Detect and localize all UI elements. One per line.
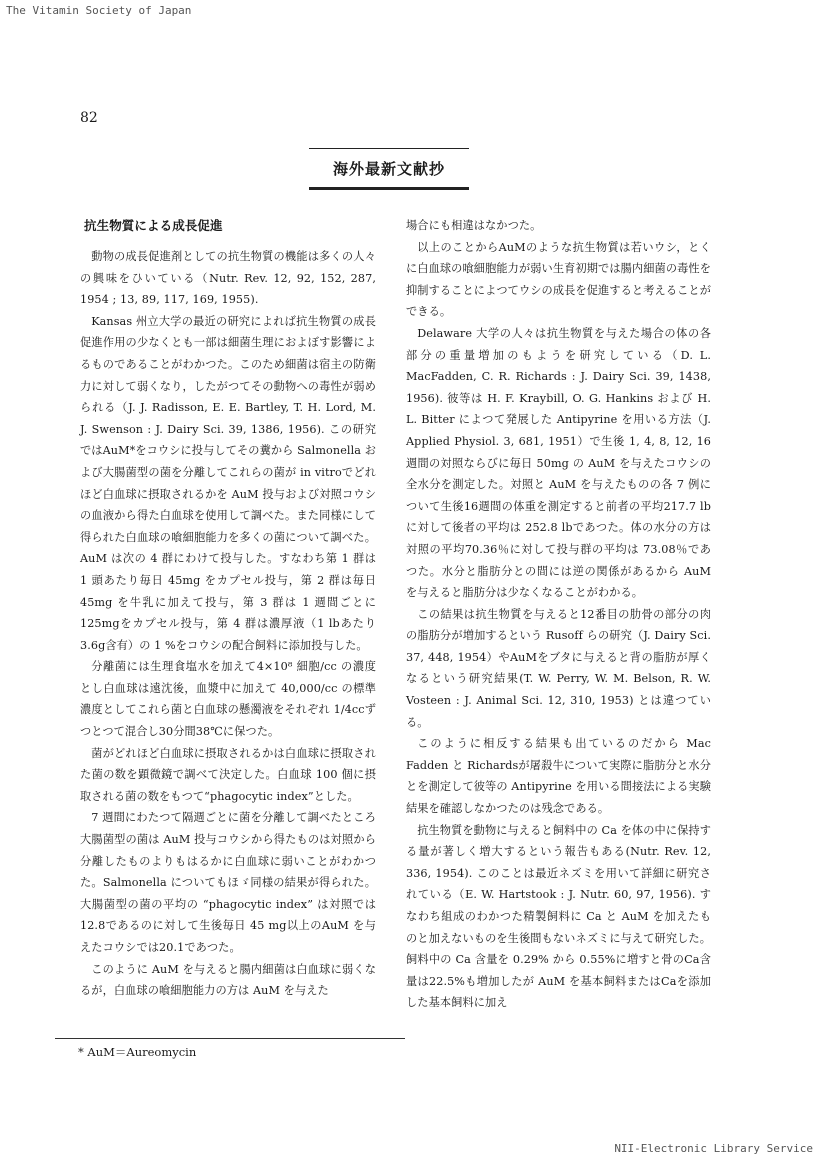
paragraph: 分離菌には生理食塩水を加えて4×10⁸ 細胞/cc の濃度とし白血球は遠沈後，血漿中に加えて 40,000/cc の標準濃度としてこれら菌と白血球の懸濁液をそれぞれ 1/4ccずつとつて混合し30分間38℃に保つた。 — [80, 660, 376, 739]
paragraph: Kansas 州立大学の最近の研究によれば抗生物質の成長促進作用の少なくとも一部は細菌生理におよぼす影響によるものであることがわかつた。このため細菌は宿主の防衛力に対して弱くなり，したがつてその動物への毒性が弱められる（J. J. Radisson, E. E. Bartley, T. H. Lord, M. J. Swenson : J. Dairy Sci. 39, 1386, 1956). この研究ではAuM*をコウシに投与してその糞から Salmonella および大腸菌型の菌を分離してこれらの菌が in vitroでどれほど白血球に摂取されるかを AuM 投与および対照コウシの血液から得た白血球を使用して調べた。また同様にして得られた白血球の喰細胞能力を多くの菌について調べた。AuM は次の 4 群にわけて投与した。すなわち第 1 群は 1 頭あたり毎日 45mg をカプセル投与，第 2 群は毎日 45mg を牛乳に加えて投与，第 3 群は 1 週間ごとに 125mgをカプセル投与，第 4 群は濃厚液（1 lbあたり 3.6g含有）の 1 %をコウシの配合飼料に添加投与した。 — [80, 314, 376, 652]
footnote-divider — [55, 1038, 405, 1039]
paragraph: 動物の成長促進剤としての抗生物質の機能は多くの人々の興味をひいている（Nutr. Rev. 12, 92, 152, 287, 1954 ; 13, 89, 117, 169, 1955). — [80, 250, 376, 307]
page-number: 82 — [80, 110, 98, 126]
paragraph: 菌がどれほど白血球に摂取されるかは白血球に摂取された菌の数を顕微鏡で調べて決定した。白血球 100 個に摂取される菌の数をもつて“phagocytic index”とした。 — [80, 746, 376, 803]
right-column — [406, 215, 711, 1014]
paragraph: 抗生物質を動物に与えると飼料中の Ca を体の中に保持する量が著しく増大するという報告もある(Nutr. Rev. 12, 336, 1954). このことは最近ネズミを用いて詳細に研究されている（E. W. Hartstook : J. Nutr. 60, 97, 1956). すなわち組成のわかつた精製飼料に Ca と AuM を加えたものと加えないものを生後間もないネズミに与えて研究した。飼料中の Ca 含量を 0.29% から 0.55%に増すと骨のCa含量は22.5%も増加したが AuM を基本飼料またはCaを添加した基本飼料に加え — [406, 823, 711, 1010]
article-title: 抗生物質による成長促進 — [84, 218, 223, 233]
paragraph: 7 週間にわたつて隔週ごとに菌を分離して調べたところ大腸菌型の菌は AuM 投与コウシから得たものは対照から分離したものよりもはるかに白血球に弱いことがわかつた。Salmonella についてもほゞ同様の結果が得られた。大腸菌型の菌の平均の “phagocytic index” は対照では 12.8であるのに対して生後毎日 45 mg以上のAuM を与えたコウシでは20.1であつた。 — [80, 811, 376, 954]
footnote: * AuM＝Aureomycin — [78, 1045, 197, 1059]
section-title: 海外最新文献抄 — [309, 148, 469, 190]
source-footer: NII-Electronic Library Service — [614, 1142, 813, 1155]
paragraph: このように相反する結果も出ているのだから Mac Fadden と Richardsが屠殺牛について実際に脂肪分と水分とを測定して彼等の Antipyrine を用いる間接法による実験結果を確認しなかつたのは残念である。 — [406, 737, 711, 816]
paragraph: 以上のことからAuMのような抗生物質は若いウシ，とくに白血球の喰細胞能力が弱い生育初期では腸内細菌の毒性を抑制することによつてウシの成長を促進すると考えることができる。 — [406, 240, 711, 319]
paragraph: このように AuM を与えると腸内細菌は白血球に弱くなるが，白血球の喰細胞能力の方は AuM を与えた — [80, 962, 376, 998]
left-column — [80, 215, 376, 1002]
source-header: The Vitamin Society of Japan — [6, 4, 192, 17]
paragraph: Delaware 大学の人々は抗生物質を与えた場合の体の各部分の重量増加のもようを研究している（D. L. MacFadden, C. R. Richards : J. Dairy Sci. 39, 1438, 1956). 彼等は H. F. Kraybill, O. G. Hankins および H. L. Bitter によつて発展した Antipyrine を用いる方法（J. Applied Physiol. 3, 681, 1951）で生後 1, 4, 8, 12, 16 週間の対照ならびに毎日 50mg の AuM を与えたコウシの全水分を測定した。対照と AuM を与えたものの各 7 例について生後16週間の体重を測定すると前者の平均217.7 lb に対して後者の平均は 252.8 lbであつた。体の水分の方は対照の平均70.36％に対して投与群の平均は 73.08％であつた。水分と脂肪分との間には逆の関係があるから AuM を与えると脂肪分は少なくなることがわかる。 — [406, 326, 711, 600]
paragraph: この結果は抗生物質を与えると12番目の肋骨の部分の肉の脂肪分が増加するという Rusoff らの研究（J. Dairy Sci. 37, 448, 1954）やAuMをブタに与えると背の脂肪が厚くなるという研究結果(T. W. Perry, W. M. Belson, R. W. Vosteen : J. Animal Sci. 12, 310, 1953) とは違つている。 — [406, 607, 711, 729]
paragraph: 場合にも相違はなかつた。 — [406, 219, 542, 232]
